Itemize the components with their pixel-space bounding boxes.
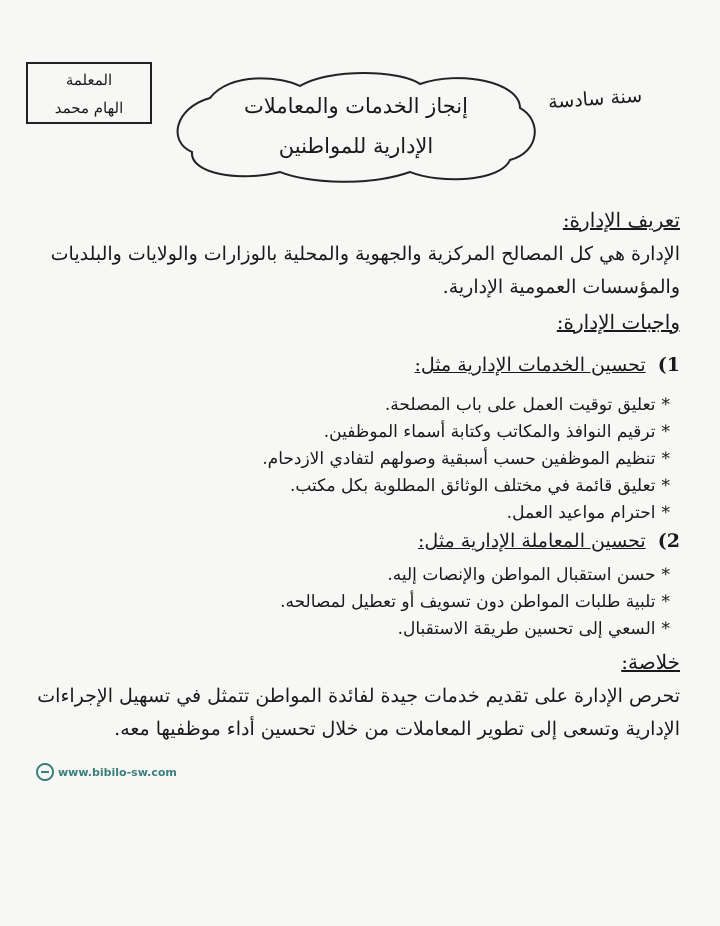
grade-level: سنة سادسة bbox=[547, 84, 643, 114]
list-item: *ترقيم النوافذ والمكاتب وكتابة أسماء الموظفين. bbox=[323, 422, 670, 442]
teacher-name-box bbox=[26, 62, 152, 124]
title-cloud bbox=[170, 68, 542, 186]
list-item: *تعليق توقيت العمل على باب المصلحة. bbox=[384, 395, 670, 415]
definition-heading: تعريف الإدارة: bbox=[562, 208, 680, 232]
section-2-number: 2) bbox=[657, 530, 680, 552]
section-2-heading: تحسين المعاملة الإدارية مثل: bbox=[418, 530, 646, 552]
list-item: *احترام مواعيد العمل. bbox=[506, 503, 670, 523]
list-item: *حسن استقبال المواطن والإنصات إليه. bbox=[387, 565, 670, 585]
teacher-name: الهام محمد bbox=[54, 99, 124, 117]
conclusion-text: تحرص الإدارة على تقديم خدمات جيدة لفائدة المواطن تتمثل في تسهيل الإجراءات الإدارية وتسعى إلى تطوير المعاملات من خلال تحسين أداء موظفيها معه. bbox=[37, 685, 680, 740]
definition-text: الإدارة هي كل المصالح المركزية والجهوية والمحلية بالوزارات والولايات والبلديات والمؤسسات العمومية الإدارية. bbox=[50, 243, 680, 298]
teacher-title: المعلمة bbox=[65, 71, 113, 89]
section-1-heading-row bbox=[415, 354, 680, 376]
section-1-number: 1) bbox=[657, 354, 680, 376]
title-line-2: الإدارية للمواطنين bbox=[278, 134, 434, 158]
section-2-list bbox=[280, 562, 670, 643]
duties-heading: واجبات الإدارة: bbox=[556, 310, 680, 334]
list-item: *تنظيم الموظفين حسب أسبقية وصولهم لتفادي الازدحام. bbox=[262, 449, 670, 469]
section-1-list bbox=[262, 392, 670, 527]
section-2-heading-row bbox=[418, 530, 680, 552]
site-watermark bbox=[36, 763, 177, 781]
list-item: *تلبية طلبات المواطن دون تسويف أو تعطيل لمصالحه. bbox=[280, 592, 670, 612]
globe-icon bbox=[36, 763, 54, 781]
watermark-url: www.bibilo-sw.com bbox=[58, 765, 177, 779]
title-line-1: إنجاز الخدمات والمعاملات bbox=[244, 94, 468, 118]
section-1-heading: تحسين الخدمات الإدارية مثل: bbox=[414, 354, 646, 376]
list-item: *السعي إلى تحسين طريقة الاستقبال. bbox=[397, 619, 670, 639]
list-item: *تعليق قائمة في مختلف الوثائق المطلوبة بكل مكتب. bbox=[289, 476, 670, 496]
conclusion-heading: خلاصة: bbox=[621, 650, 680, 674]
